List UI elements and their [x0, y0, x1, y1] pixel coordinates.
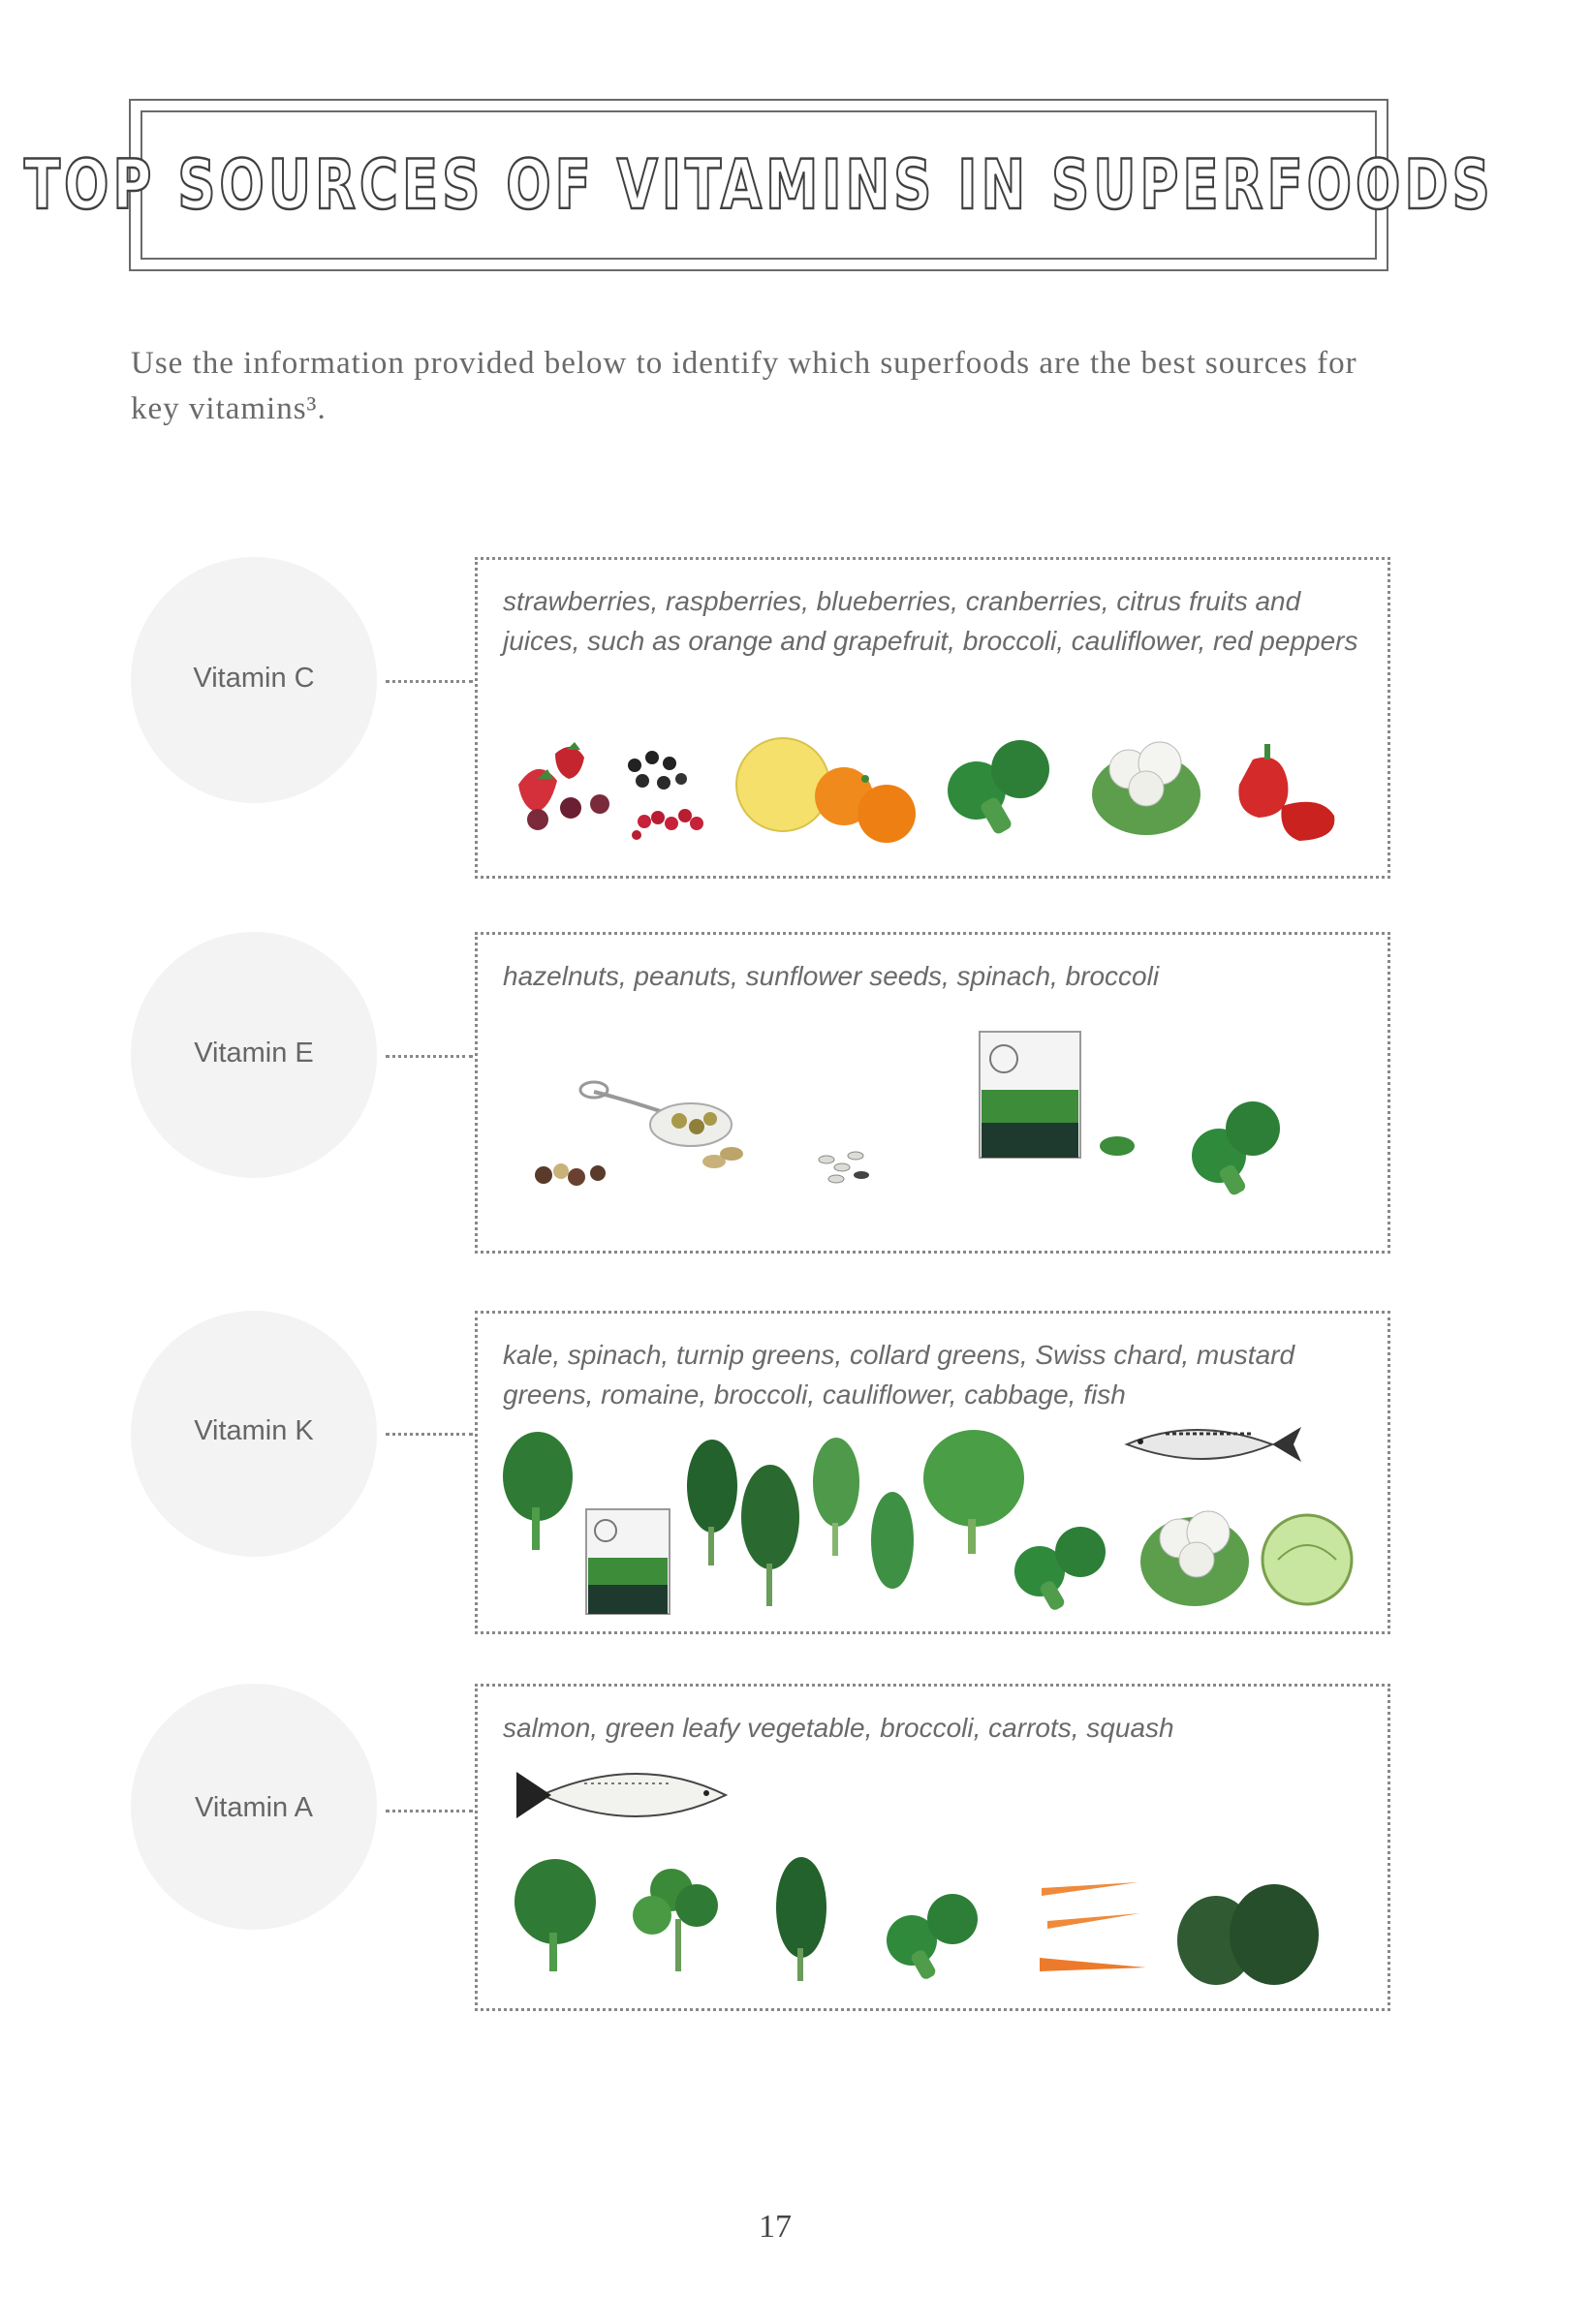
turnip-greens-icon: [687, 1440, 737, 1565]
spinach-bunch-icon: [776, 1857, 826, 1981]
vitamin-c-box: [475, 557, 1390, 879]
vitamin-c-foods: strawberries, raspberries, blueberries, cranberries, citrus fruits and juices, such as orange and grapefruit, broccoli, cauliflower, red peppers: [503, 586, 1358, 656]
vitamin-c-connector: [386, 680, 473, 683]
peanuts-icon: [702, 1147, 743, 1168]
broccoli-icon: [948, 740, 1049, 836]
cabbage-icon: [1263, 1515, 1352, 1604]
squash-icon: [1177, 1884, 1319, 1985]
salmon-icon: [516, 1772, 726, 1818]
title-inner-frame: [23, 110, 1494, 260]
orange-icon: [815, 767, 916, 843]
collard-greens-icon: [741, 1465, 799, 1606]
page-number: 17: [759, 2209, 792, 2245]
broccoli-icon: [1192, 1101, 1280, 1196]
cranberries-icon: [632, 809, 703, 840]
cauliflower-icon: [1140, 1511, 1249, 1606]
vitamin-k-connector: [386, 1433, 473, 1436]
leafy-greens-icon: [633, 1869, 718, 1971]
vitamin-c-illustrations: [478, 560, 1393, 882]
vitamin-a-connector: [386, 1810, 473, 1813]
romaine-icon: [871, 1492, 914, 1589]
intro-text: Use the information provided below to identify which superfoods are the best sources for key vitamins³.: [131, 346, 1357, 426]
vitamin-k-foods: kale, spinach, turnip greens, collard greens, Swiss chard, mustard greens, romaine, broccoli, cauliflower, cabbage, fish: [503, 1340, 1295, 1410]
broccoli-icon: [887, 1894, 978, 1981]
vitamin-a-foods: salmon, green leafy vegetable, broccoli, carrots, squash: [503, 1713, 1174, 1743]
vitamin-k-illustrations: [478, 1314, 1393, 1637]
spinach-bag-icon: [586, 1509, 670, 1614]
fish-icon: [1127, 1427, 1301, 1462]
title-frame: [23, 99, 1494, 271]
vitamin-a-illustrations: [478, 1687, 1393, 2014]
mustard-greens-icon: [923, 1430, 1024, 1554]
vitamin-k-label: Vitamin K: [194, 1415, 314, 1446]
spinach-leaf-icon: [1100, 1136, 1135, 1156]
vitamin-a-box: [475, 1684, 1390, 2011]
kale-icon: [503, 1432, 573, 1550]
vitamin-c-label: Vitamin C: [193, 663, 315, 694]
grapefruit-icon: [736, 738, 829, 831]
spinach-bag-icon: [980, 1032, 1080, 1158]
page-title: TOP SOURCES OF VITAMINS IN SUPERFOODS: [23, 145, 1494, 225]
cauliflower-icon: [1092, 742, 1200, 835]
vitamin-e-illustrations: [478, 935, 1393, 1256]
swiss-chard-icon: [813, 1438, 859, 1556]
sunflower-seeds-icon: [819, 1152, 869, 1183]
hazelnuts-icon: [535, 1163, 606, 1186]
kale-icon: [514, 1859, 596, 1971]
vitamin-e-connector: [386, 1055, 473, 1058]
broccoli-icon: [1014, 1527, 1106, 1612]
vitamin-a-label: Vitamin A: [195, 1792, 313, 1823]
vitamin-k-box: [475, 1311, 1390, 1634]
vitamin-e-label: Vitamin E: [194, 1038, 314, 1069]
vitamin-e-foods: hazelnuts, peanuts, sunflower seeds, spinach, broccoli: [503, 961, 1160, 991]
red-pepper-icon: [1238, 744, 1334, 841]
vitamin-e-box: [475, 932, 1390, 1254]
spoon-icon: [580, 1082, 732, 1146]
carrots-icon: [1040, 1882, 1146, 1971]
